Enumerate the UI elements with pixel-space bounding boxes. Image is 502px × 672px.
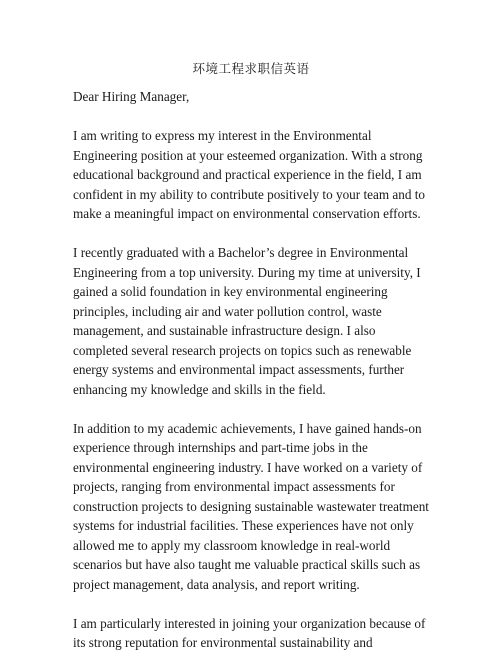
paragraph-line: systems for industrial facilities. These experiences have not only (73, 518, 414, 533)
paragraph-line: Engineering from a top university. During my time at university, I (73, 264, 421, 280)
paragraph-line: I recently graduated with a Bachelor’s degree in Environmental (73, 245, 409, 260)
paragraph-line: make a meaningful impact on environmental conservation efforts. (73, 206, 421, 221)
paragraph-line: completed several research projects on topics such as renewable (73, 342, 412, 358)
paragraph-3 (73, 419, 439, 595)
paragraph-line: environmental engineering industry. I have worked on a variety of (73, 459, 423, 475)
paragraph-line: In addition to my academic achievements, I have gained hands-on (73, 420, 422, 436)
letter-body (73, 87, 439, 672)
paragraph-line: experience through internships and part-time jobs in the (73, 440, 368, 455)
salutation (73, 87, 439, 107)
paragraph-line: Engineering position at your esteemed organization. With a strong (73, 147, 423, 163)
paragraph-2 (73, 243, 439, 399)
paragraph-line: gained a solid foundation in key environmental engineering (73, 284, 388, 299)
paragraph-line: I am particularly interested in joining your organization because of (73, 615, 426, 631)
document-title: 环境工程求职信英语 (192, 62, 310, 76)
paragraph-line: project management, data analysis, and report writing. (73, 576, 360, 592)
paragraph-1 (73, 126, 439, 224)
paragraph-line: confident in my ability to contribute positively to your team and to (73, 186, 425, 202)
paragraph-line: projects, ranging from environmental impact assessments for (73, 479, 395, 494)
paragraph-line: construction projects to designing sustainable wastewater treatment (73, 498, 429, 514)
salutation-text: Dear Hiring Manager, (73, 89, 190, 104)
paragraph-line: energy systems and environmental impact assessments, further (73, 362, 405, 377)
paragraph-line: enhancing my knowledge and skills in the field. (73, 381, 326, 397)
paragraph-line: allowed me to apply my classroom knowledge in real-world (73, 537, 391, 553)
paragraph-line: educational background and practical experience in the field, I am (73, 167, 422, 182)
paragraph-line: its strong reputation for environmental sustainability and (73, 635, 373, 650)
paragraph-line: I am writing to express my interest in the Environmental (73, 128, 372, 143)
paragraph-4 (73, 614, 439, 653)
paragraph-line: scenarios but have also taught me valuable practical skills such as (73, 557, 421, 572)
paragraph-line: principles, including air and water pollution control, waste (73, 303, 382, 319)
paragraph-line: management, and sustainable infrastructure design. I also (73, 323, 376, 338)
